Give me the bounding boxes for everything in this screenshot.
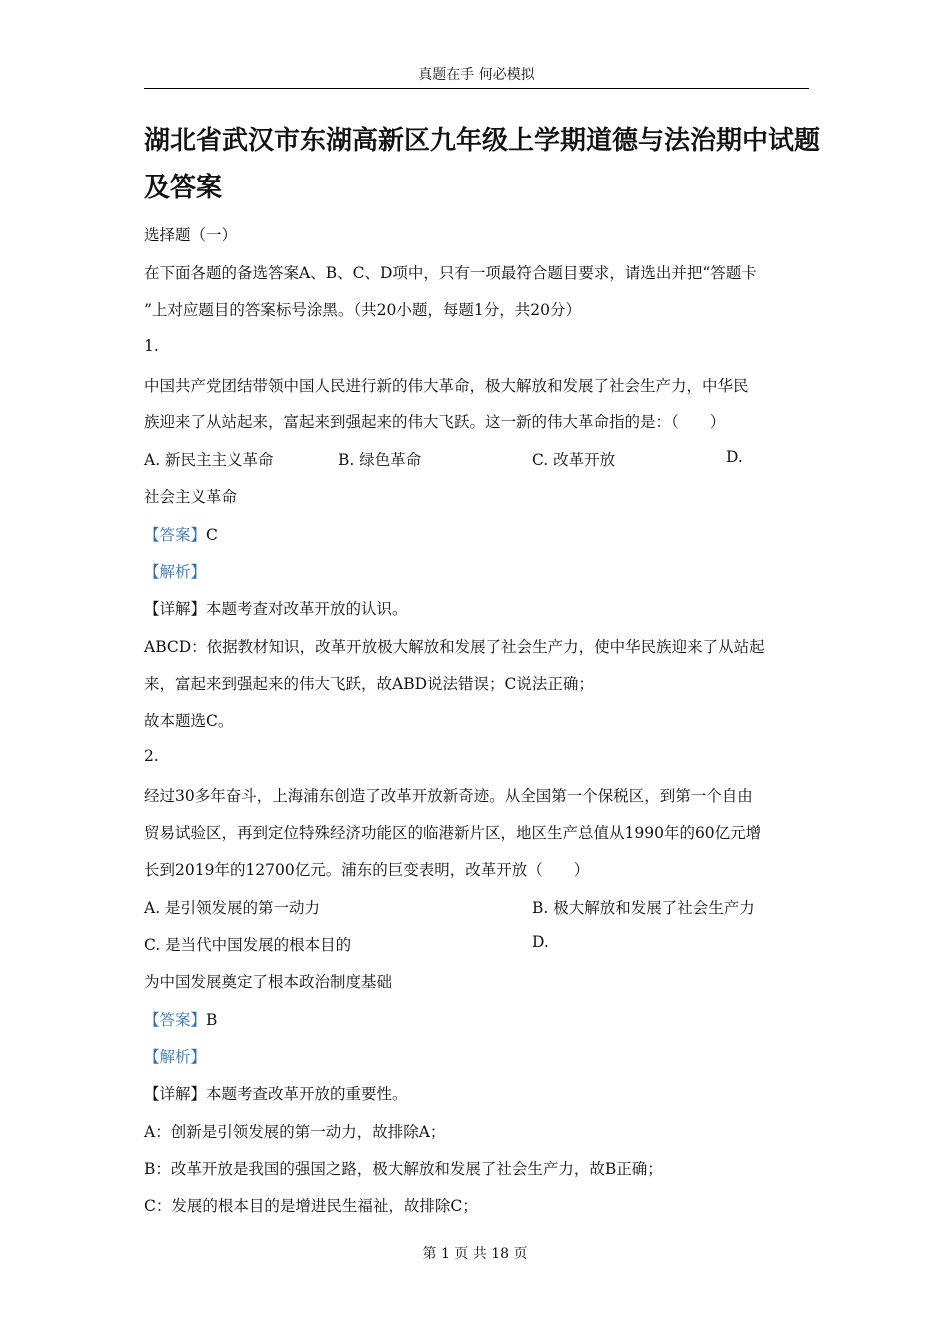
question-2-explanation-c: C：发展的根本目的是增进民生福祉，故排除C； [144,1197,478,1215]
detail-text: 本题考查改革开放的重要性。 [206,1085,408,1103]
question-2-option-d: D. [532,933,549,951]
detail-tag: 【详解】 [144,1085,207,1103]
question-2-option-a: A. 是引领发展的第一动力 [144,899,321,917]
detail-text: 本题考查对改革开放的认识。 [206,600,408,618]
answer-value: C [206,526,218,544]
question-2-detail [144,1082,408,1104]
question-2-option-b: B. 极大解放和发展了社会生产力 [532,899,755,917]
question-1-conclusion: 故本题选C。 [144,712,234,730]
question-1-answer [144,523,218,545]
question-2-answer [144,1008,217,1030]
header-divider [144,88,809,89]
answer-tag: 【答案】 [144,526,207,544]
page-header: 真题在手 何必模拟 [418,67,535,83]
question-1-option-a: A. 新民主主义革命 [144,451,274,469]
question-1-number: 1. [144,337,159,355]
question-2-stem-line-1: 经过30多年奋斗，上海浦东创造了改革开放新奇迹。从全国第一个保税区，到第一个自由 [144,787,753,805]
answer-tag: 【答案】 [144,1011,207,1029]
question-2-option-d-text: 为中国发展奠定了根本政治制度基础 [144,973,393,991]
question-1-stem-line-1: 中国共产党团结带领中国人民进行新的伟大革命，极大解放和发展了社会生产力，中华民 [144,377,749,395]
instruction-line-1: 在下面各题的备选答案A、B、C、D项中，只有一项最符合题目要求，请选出并把“答题卡 [144,264,757,282]
question-1-explanation-line-2: 来，富起来到强起来的伟大飞跃，故ABD说法错误；C说法正确； [144,675,594,693]
question-1-explanation-line-1: ABCD：依据教材知识，改革开放极大解放和发展了社会生产力，使中华民族迎来了从站起 [144,638,765,656]
question-2-explanation-a: A：创新是引领发展的第一动力，故排除A； [144,1123,446,1141]
question-2-number: 2. [144,747,159,765]
question-1-option-d-text: 社会主义革命 [144,488,238,506]
question-1-detail [144,597,408,619]
question-2-explanation-b: B：改革开放是我国的强国之路，极大解放和发展了社会生产力，故B正确； [144,1160,663,1178]
page-footer: 第 1 页 共 18 页 [422,1246,528,1262]
section-heading: 选择题（一） [144,226,238,244]
question-1-option-d: D. [726,448,743,466]
answer-value: B [206,1011,218,1029]
question-1-option-b: B. 绿色革命 [338,451,422,469]
question-1-stem-line-2: 族迎来了从站起来，富起来到强起来的伟大飞跃。这一新的伟大革命指的是：（ ） [144,413,726,431]
instruction-line-2: ”上对应题目的答案标号涂黑。（共20小题，每题1分，共20分） [144,301,581,319]
question-2-stem-line-2: 贸易试验区，再到定位特殊经济功能区的临港新片区，地区生产总值从1990年的60亿元增 [144,824,762,842]
question-2-analysis-tag: 【解析】 [144,1048,207,1066]
question-2-option-c: C. 是当代中国发展的根本目的 [144,936,352,954]
detail-tag: 【详解】 [144,600,207,618]
question-1-analysis-tag: 【解析】 [144,563,207,581]
question-1-option-c: C. 改革开放 [532,451,616,469]
document-title: 湖北省武汉市东湖高新区九年级上学期道德与法治期中试题及答案 [144,126,821,203]
question-2-stem-line-3: 长到2019年的12700亿元。浦东的巨变表明，改革开放（ ） [144,861,590,879]
